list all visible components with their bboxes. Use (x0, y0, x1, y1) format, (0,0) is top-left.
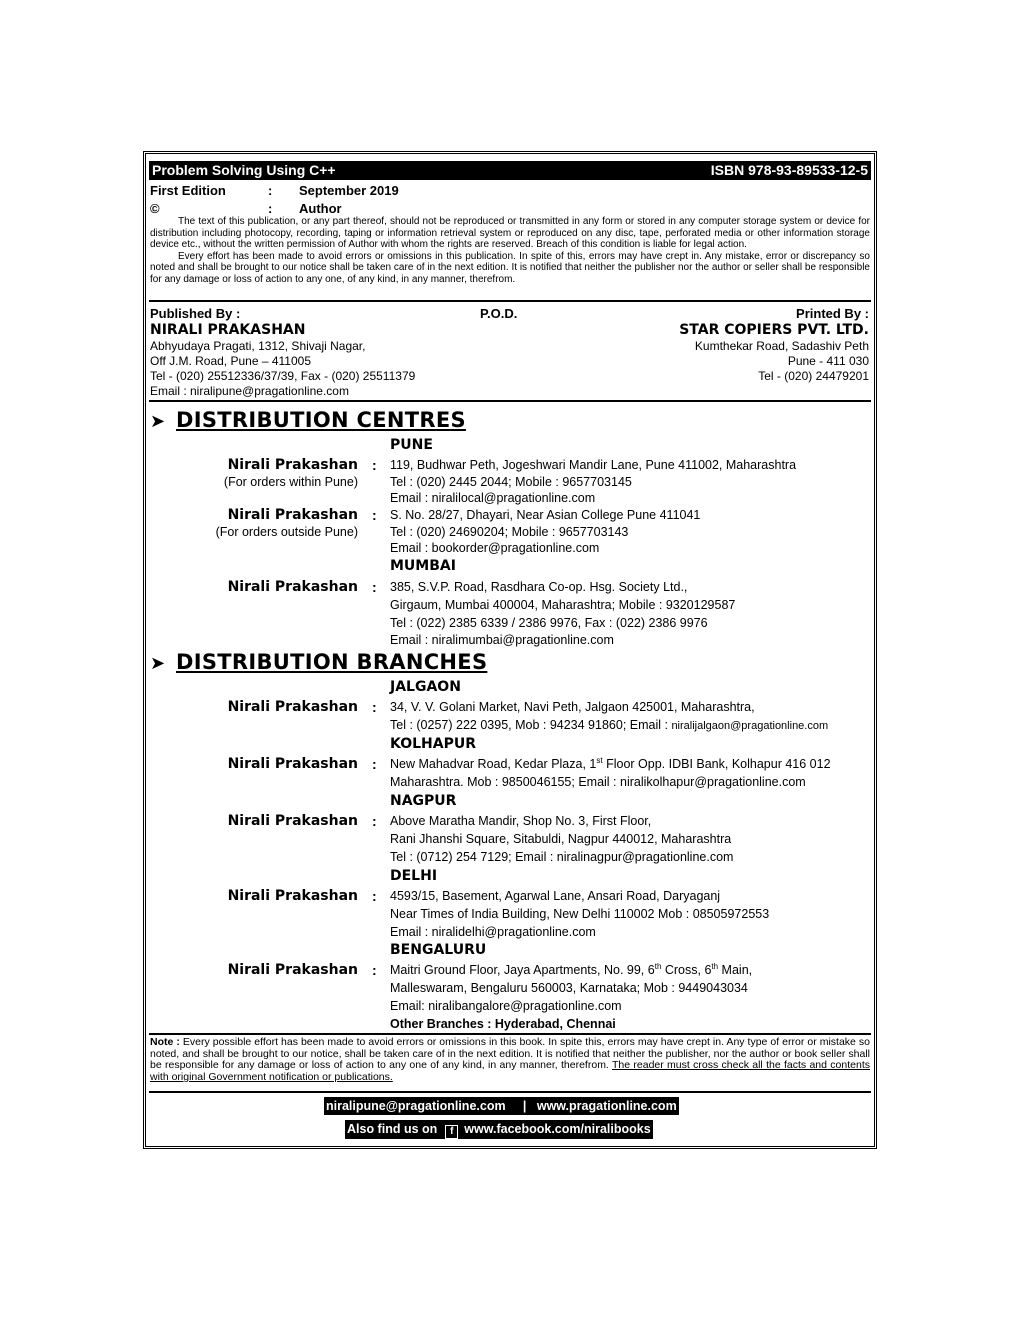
address-line: Maitri Ground Floor, Jaya Apartments, No. 99, 6th Cross, 6th Main, (390, 961, 753, 977)
branch-name: Nirali Prakashan (227, 579, 358, 595)
branch-name: Nirali Prakashan (227, 756, 358, 772)
branch-name: Nirali Prakashan (227, 813, 358, 829)
arrow-bullet-icon: ➤ (150, 653, 166, 674)
city-pune: PUNE (390, 437, 433, 453)
copyright-label: © (150, 201, 160, 216)
edition-sep: : (268, 183, 273, 198)
web-links[interactable]: niralipune@pragationline.com | www.pragationline.com (326, 1099, 677, 1113)
tel-line: Tel : (0712) 254 7129; Email : niralinagpur@pragationline.com (390, 850, 734, 864)
branch-name: Nirali Prakashan (227, 699, 358, 715)
address-line: S. No. 28/27, Dhayari, Near Asian College Pune 411041 (390, 508, 701, 522)
legal-paragraph-1: The text of this publication, or any part thereof, should not be reproduced or transmitted in any form or stored in any computer storage system or device for distribution including photocopy, recording, taping or information retrieval system or reproduced on any disc, tape, perforated media or other information storage device etc., without the written permission of Author with whom the rights are reserved. Breach of this condition is liable for legal action. (150, 216, 870, 250)
printer-tel: Tel - (020) 24479201 (758, 369, 869, 383)
divider (149, 300, 871, 302)
address-line: Near Times of India Building, New Delhi 110002 Mob : 08505972553 (390, 907, 770, 921)
address-line: Girgaum, Mumbai 400004, Maharashtra; Mobile : 9320129587 (390, 598, 736, 612)
colon: : (372, 756, 377, 772)
publisher-address-1: Abhyudaya Pragati, 1312, Shivaji Nagar, (150, 339, 366, 353)
facebook-line[interactable] (345, 1120, 653, 1139)
copyright-sep: : (268, 201, 273, 216)
note-underlined: The reader must cross check all the facts and contents with original Government notification or publications. (150, 1059, 870, 1084)
contact-line: Maharashtra. Mob : 9850046155; Email : niralikolhapur@pragationline.com (390, 775, 806, 789)
publisher-tel: Tel - (020) 25512336/37/39, Fax - (020) 25511379 (150, 369, 416, 383)
edition-value: September 2019 (299, 183, 399, 198)
city-jalgaon: JALGAON (390, 679, 461, 695)
address-line: New Mahadvar Road, Kedar Plaza, 1st Floor Opp. IDBI Bank, Kolhapur 416 012 (390, 755, 831, 771)
colon: : (372, 579, 377, 595)
colon: : (372, 699, 377, 715)
printer-address-1: Kumthekar Road, Sadashiv Peth (694, 339, 869, 353)
address-line: Malleswaram, Bengaluru 560003, Karnataka; Mob : 9449043034 (390, 981, 748, 995)
branch-name: Nirali Prakashan (227, 888, 358, 904)
tel-line: Tel : (020) 24690204; Mobile : 9657703143 (390, 525, 629, 539)
legal-notice (150, 216, 870, 285)
published-by-label: Published By : (150, 306, 241, 321)
branch-note: (For orders within Pune) (223, 475, 358, 489)
pod-label: P.O.D. (480, 306, 518, 321)
colon: : (372, 888, 377, 904)
email-line: Email : niralimumbai@pragationline.com (390, 633, 614, 647)
address-line: 4593/15, Basement, Agarwal Lane, Ansari Road, Daryaganj (390, 889, 721, 903)
colon: : (372, 813, 377, 829)
publisher-address-2: Off J.M. Road, Pune – 411005 (150, 354, 311, 368)
printer-address-2: Pune - 411 030 (787, 354, 869, 368)
note-paragraph: Note : Every possible effort has been made to avoid errors or omissions in this book. In spite this, errors may have crept in. Any type of error or mistake so noted, and shall be brought to our notice, shall be taken care of in the next edition. It is notified that neither the publisher, nor the author or book seller shall be responsible for any damage or loss of action to any one of any kind, in any manner, therefrom. The reader must cross check all the facts and contents with original Government notification or publications. (150, 1036, 870, 1084)
copyright-value: Author (299, 201, 342, 216)
city-nagpur: NAGPUR (390, 793, 457, 809)
branch-note: (For orders outside Pune) (215, 525, 358, 539)
distribution-branches-heading: ➤ DISTRIBUTION BRANCHES (150, 650, 488, 674)
printed-by-label: Printed By : (796, 306, 869, 321)
facebook-icon: f (445, 1125, 458, 1139)
colon: : (372, 507, 377, 523)
divider (149, 400, 871, 402)
other-branches: Other Branches : Hyderabad, Chennai (390, 1017, 616, 1031)
branch-name: Nirali Prakashan (227, 962, 358, 978)
tel-line: Tel : (020) 2445 2044; Mobile : 9657703145 (390, 475, 632, 489)
city-kolhapur: KOLHAPUR (390, 736, 477, 752)
book-title: Problem Solving Using C++ (152, 162, 336, 178)
email-line: Email : niralidelhi@pragationline.com (390, 925, 596, 939)
arrow-bullet-icon: ➤ (150, 411, 166, 432)
divider (149, 1091, 871, 1093)
address-line: 34, V. V. Golani Market, Navi Peth, Jalgaon 425001, Maharashtra, (390, 700, 755, 714)
branch-name: Nirali Prakashan (227, 457, 358, 473)
note-label: Note : (150, 1036, 180, 1048)
publisher-name: NIRALI PRAKASHAN (150, 322, 306, 338)
address-line: 385, S.V.P. Road, Rasdhara Co-op. Hsg. Society Ltd., (390, 580, 688, 594)
city-mumbai: MUMBAI (390, 558, 456, 574)
tel-line: Tel : (022) 2385 6339 / 2386 9976, Fax : (022) 2386 9976 (390, 616, 708, 630)
address-line: Above Maratha Mandir, Shop No. 3, First Floor, (390, 814, 652, 828)
address-line: 119, Budhwar Peth, Jogeshwari Mandir Lane, Pune 411002, Maharashtra (390, 458, 797, 472)
distribution-centres-heading: ➤ DISTRIBUTION CENTRES (150, 408, 466, 432)
email-line: Email : niralilocal@pragationline.com (390, 491, 596, 505)
branch-name: Nirali Prakashan (227, 507, 358, 523)
legal-paragraph-2: Every effort has been made to avoid errors or omissions in this publication. In spite of this, errors may have crept in. Any mistake, error or discrepancy so noted and shall be brought to our notice shall be taken care of in the next edition. It is notified that neither the publisher nor the author or seller shall be responsible for any damage or loss of action to any one, of any kind, in any manner, therefrom. (150, 250, 870, 285)
city-delhi: DELHI (390, 868, 438, 884)
email-line: Email: niralibangalore@pragationline.com (390, 999, 622, 1013)
email-line: Email : bookorder@pragationline.com (390, 541, 600, 555)
isbn: ISBN 978-93-89533-12-5 (710, 162, 868, 178)
address-line: Rani Jhanshi Square, Sitabuldi, Nagpur 440012, Maharashtra (390, 832, 732, 846)
edition-label: First Edition (150, 183, 226, 198)
title-bar (149, 161, 871, 180)
divider (149, 1033, 871, 1035)
find-us-label: Also find us on (347, 1122, 438, 1136)
publisher-email: Email : niralipune@pragationline.com (150, 384, 349, 398)
colon: : (372, 962, 377, 978)
city-bengaluru: BENGALURU (390, 942, 487, 958)
printer-name: STAR COPIERS PVT. LTD. (679, 322, 869, 338)
tel-line: Tel : (0257) 222 0395, Mob : 94234 91860; Email : niralijalgaon@pragationline.com (390, 718, 829, 732)
colon: : (372, 457, 377, 473)
facebook-url[interactable]: www.facebook.com/niralibooks (464, 1122, 651, 1136)
